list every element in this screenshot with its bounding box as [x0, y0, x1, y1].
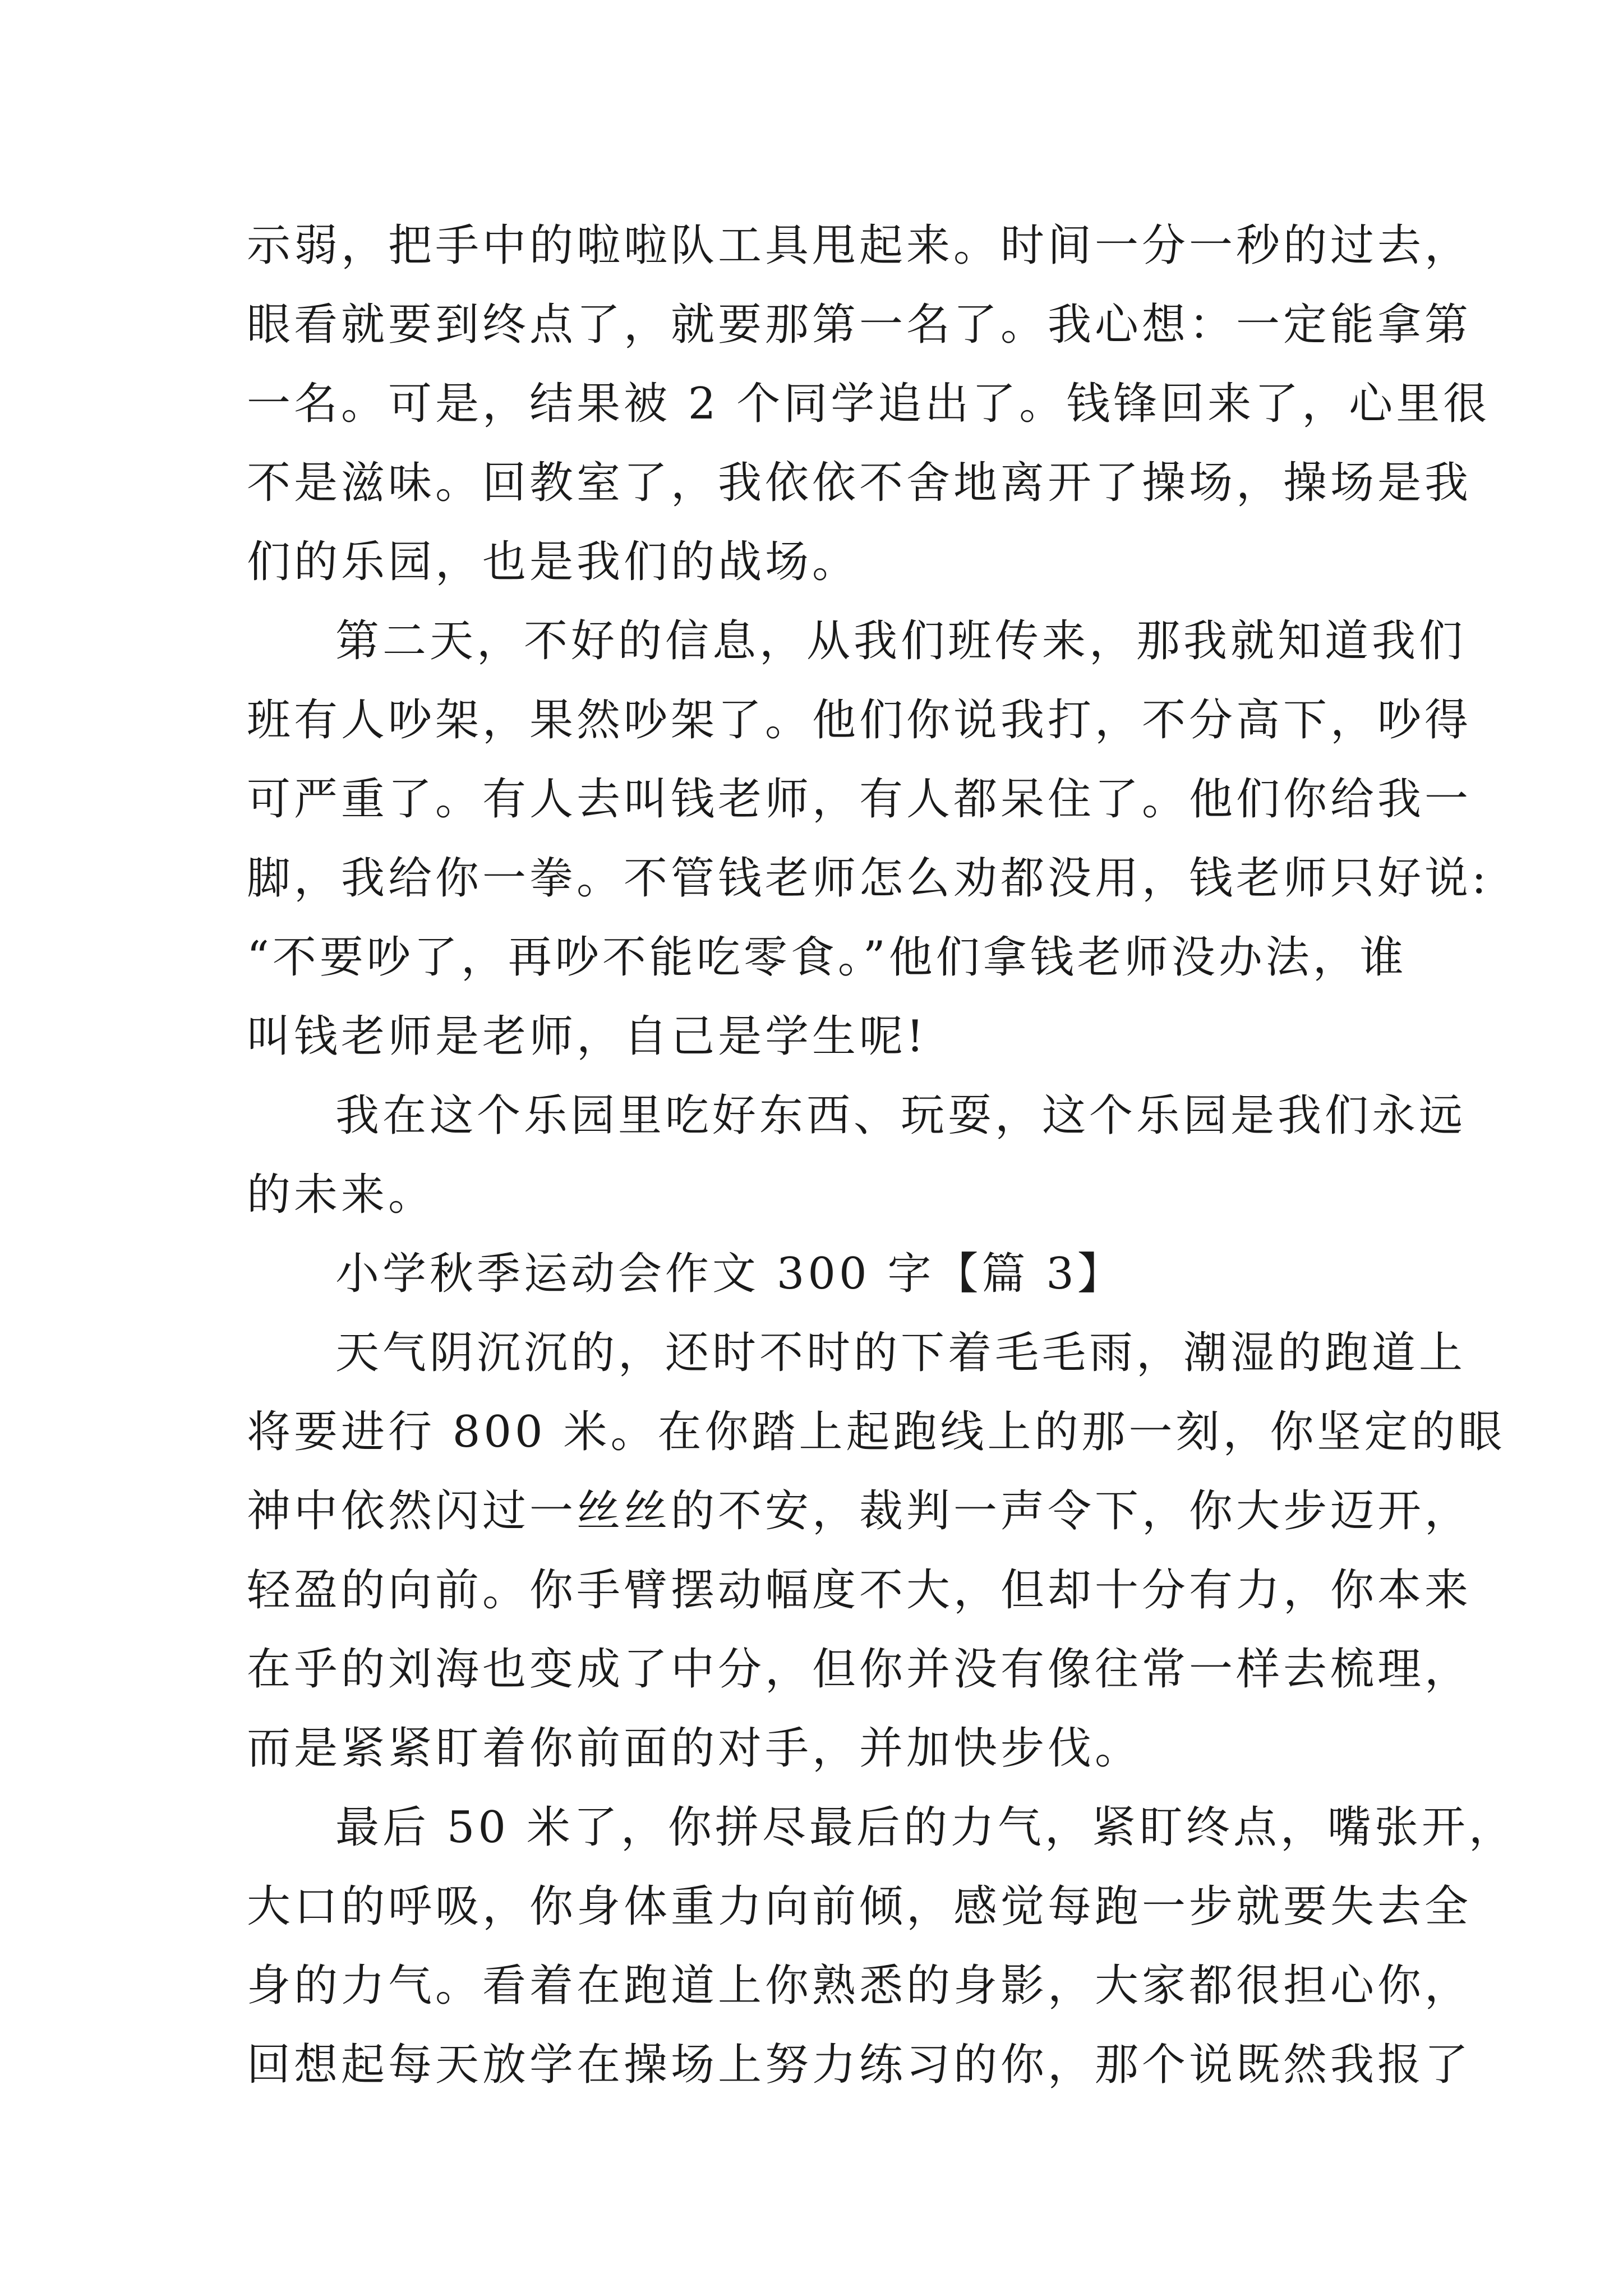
text-line: 不是滋味。回教室了，我依依不舍地离开了操场，操场是我	[247, 458, 1472, 508]
text-line: 示弱，把手中的啦啦队工具甩起来。时间一分一秒的过去，	[247, 220, 1472, 271]
text-line: 的未来。	[247, 1170, 436, 1220]
text-line: 天气阴沉沉的，还时不时的下着毛毛雨，潮湿的跑道上	[335, 1328, 1467, 1378]
text-line: 轻盈的向前。你手臂摆动幅度不大，但却十分有力，你本来	[247, 1565, 1472, 1616]
text-line: 一名。可是，结果被 2 个同学追出了。钱锋回来了，心里很	[247, 379, 1491, 429]
text-line: 大口的呼吸，你身体重力向前倾，感觉每跑一步就要失去全	[247, 1881, 1472, 1932]
text-line: 第二天，不好的信息，从我们班传来，那我就知道我们	[335, 616, 1467, 666]
text-line: 回想起每天放学在操场上努力练习的你，那个说既然我报了	[247, 2040, 1472, 2090]
essay-body	[247, 206, 1516, 2105]
text-line: 将要进行 800 米。在你踏上起跑线上的那一刻，你坚定的眼	[247, 1407, 1506, 1457]
text-line: 眼看就要到终点了，就要那第一名了。我心想：一定能拿第	[247, 300, 1472, 350]
text-line: 们的乐园，也是我们的战场。	[247, 537, 860, 587]
text-line: 而是紧紧盯着你前面的对手，并加快步伐。	[247, 1723, 1142, 1774]
text-line: 班有人吵架，果然吵架了。他们你说我打，不分高下，吵得	[247, 695, 1472, 746]
text-line: 叫钱老师是老师，自己是学生呢!	[247, 1011, 928, 1062]
text-line: 我在这个乐园里吃好东西、玩耍，这个乐园是我们永远	[335, 1091, 1467, 1141]
text-line: 可严重了。有人去叫钱老师，有人都呆住了。他们你给我一	[247, 774, 1472, 825]
text-line: 身的力气。看着在跑道上你熟悉的身影，大家都很担心你，	[247, 1961, 1472, 2011]
text-line: “不要吵了，再吵不能吃零食。”他们拿钱老师没办法，谁	[247, 932, 1407, 983]
text-line: 神中依然闪过一丝丝的不安，裁判一声令下，你大步迈开，	[247, 1486, 1472, 1536]
text-line: 最后 50 米了，你拼尽最后的力气，紧盯终点，嘴张开，	[335, 1802, 1516, 1853]
text-line: 小学秋季运动会作文 300 字【篇 3】	[335, 1249, 1124, 1299]
text-line: 在乎的刘海也变成了中分，但你并没有像往常一样去梳理，	[247, 1644, 1472, 1695]
text-line: 脚，我给你一拳。不管钱老师怎么劝都没用，钱老师只好说:	[247, 853, 1490, 904]
